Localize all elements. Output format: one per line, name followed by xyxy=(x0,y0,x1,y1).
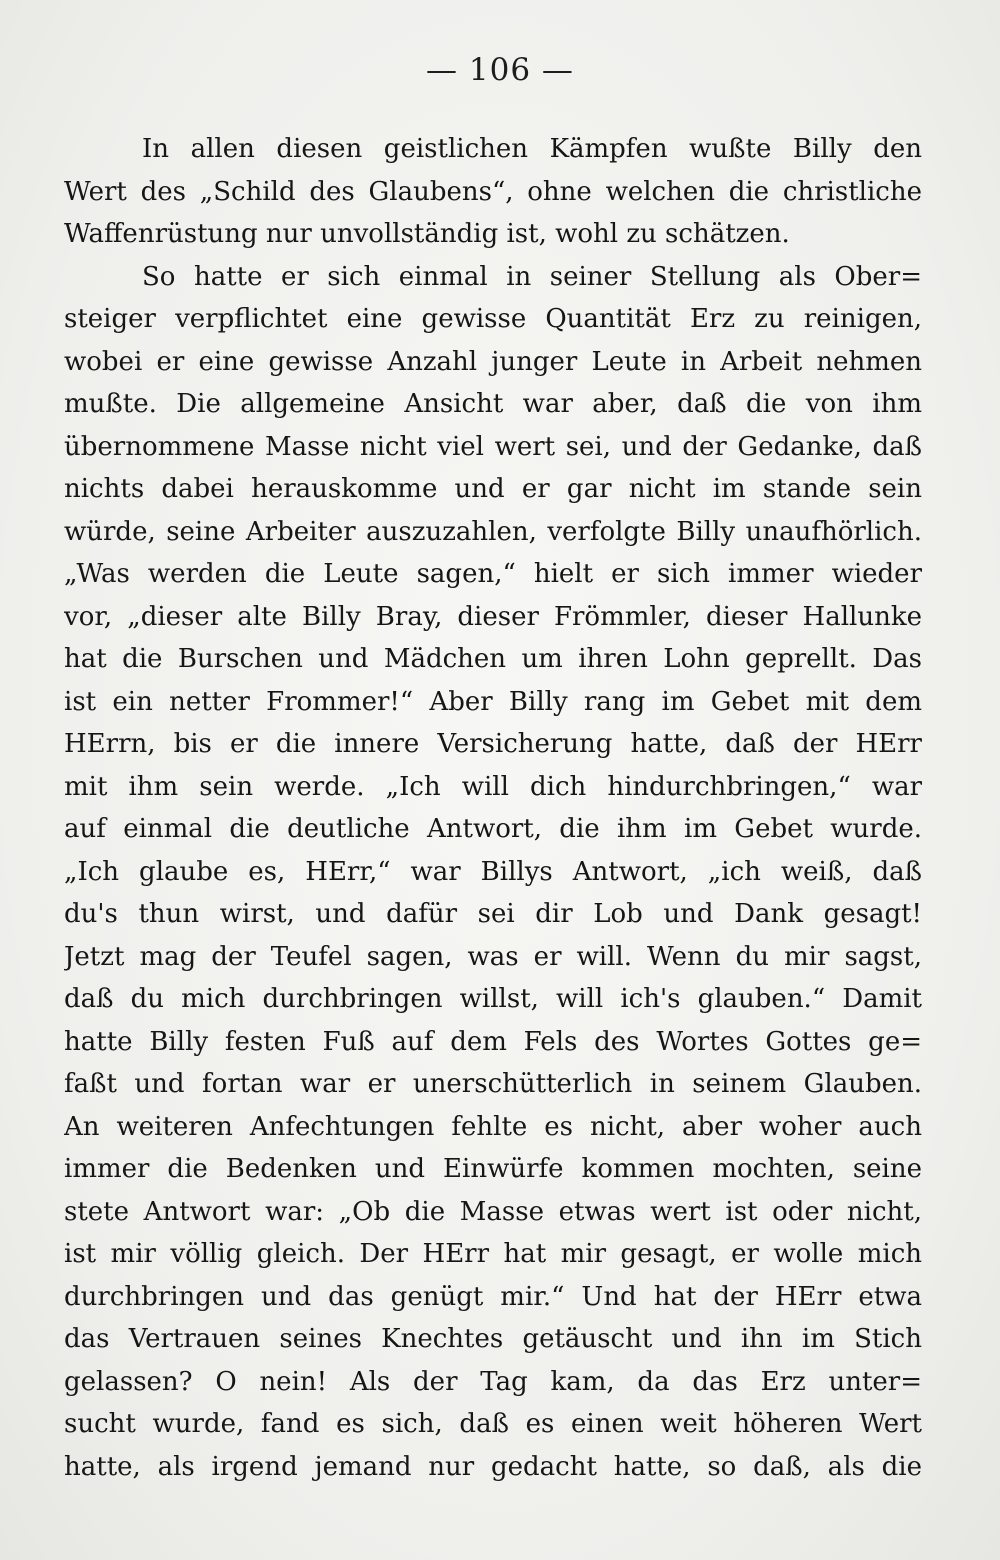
text-line: hatte, als irgend jemand nur gedacht hatte, so daß, als die xyxy=(64,1451,922,1482)
text-line: mußte. Die allgemeine Ansicht war aber, daß die von ihm xyxy=(64,389,922,419)
text-line: übernommene Masse nicht viel wert sei, und der Gedanke, daß xyxy=(64,431,922,462)
text-line: faßt und fortan war er unerschütterlich in seinem Glauben. xyxy=(64,1069,922,1099)
page-number: — 106 — xyxy=(426,52,574,88)
text-line: ist mir völlig gleich. Der HErr hat mir gesagt, er wolle mich xyxy=(64,1239,922,1269)
body-text xyxy=(64,128,922,1488)
text-line: An weiteren Anfechtungen fehlte es nicht, aber woher auch xyxy=(64,1111,922,1142)
text-line: sucht wurde, fand es sich, daß es einen weit höheren Wert xyxy=(64,1409,922,1439)
text-line: steiger verpflichtet eine gewisse Quantität Erz zu reinigen, xyxy=(64,304,922,334)
text-line: hat die Burschen und Mädchen um ihren Lohn geprellt. Das xyxy=(64,644,922,674)
text-line: vor, „dieser alte Billy Bray, dieser Frömmler, dieser Hallunke xyxy=(64,601,922,632)
text-line: du's thun wirst, und dafür sei dir Lob und Dank gesagt! xyxy=(64,899,922,929)
text-line: gelassen? O nein! Als der Tag kam, da das Erz unter= xyxy=(64,1366,922,1397)
text-line: In allen diesen geistlichen Kämpfen wußte Billy den xyxy=(142,134,922,164)
text-line: wobei er eine gewisse Anzahl junger Leute in Arbeit nehmen xyxy=(64,346,922,377)
text-line: ist ein netter Frommer!“ Aber Billy rang im Gebet mit dem xyxy=(64,686,922,717)
text-line: Waffenrüstung nur unvollständig ist, wohl zu schätzen. xyxy=(64,219,790,249)
text-line: „Ich glaube es, HErr,“ war Billys Antwort, „ich weiß, daß xyxy=(64,856,922,887)
text-line: Jetzt mag der Teufel sagen, was er will. Wenn du mir sagst, xyxy=(64,941,922,972)
text-line: stete Antwort war: „Ob die Masse etwas wert ist oder nicht, xyxy=(64,1196,922,1227)
text-line: mit ihm sein werde. „Ich will dich hindurchbringen,“ war xyxy=(64,771,922,802)
text-line: auf einmal die deutliche Antwort, die ihm im Gebet wurde. xyxy=(64,814,922,844)
text-line: HErrn, bis er die innere Versicherung hatte, daß der HErr xyxy=(64,729,922,759)
text-line: Wert des „Schild des Glaubens“, ohne welchen die christliche xyxy=(64,176,922,207)
text-line: das Vertrauen seines Knechtes getäuscht und ihn im Stich xyxy=(64,1324,922,1354)
text-line: immer die Bedenken und Einwürfe kommen mochten, seine xyxy=(64,1154,922,1184)
text-line: daß du mich durchbringen willst, will ich's glauben.“ Damit xyxy=(64,984,922,1014)
text-line: würde, seine Arbeiter auszuzahlen, verfolgte Billy unaufhörlich. xyxy=(64,516,922,547)
text-line: durchbringen und das genügt mir.“ Und hat der HErr etwa xyxy=(64,1281,922,1312)
text-line: So hatte er sich einmal in seiner Stellung als Ober= xyxy=(142,261,922,292)
text-line: „Was werden die Leute sagen,“ hielt er sich immer wieder xyxy=(64,559,922,589)
text-line: hatte Billy festen Fuß auf dem Fels des Wortes Gottes ge= xyxy=(64,1026,922,1057)
text-line: nichts dabei herauskomme und er gar nicht im stande sein xyxy=(64,474,922,504)
